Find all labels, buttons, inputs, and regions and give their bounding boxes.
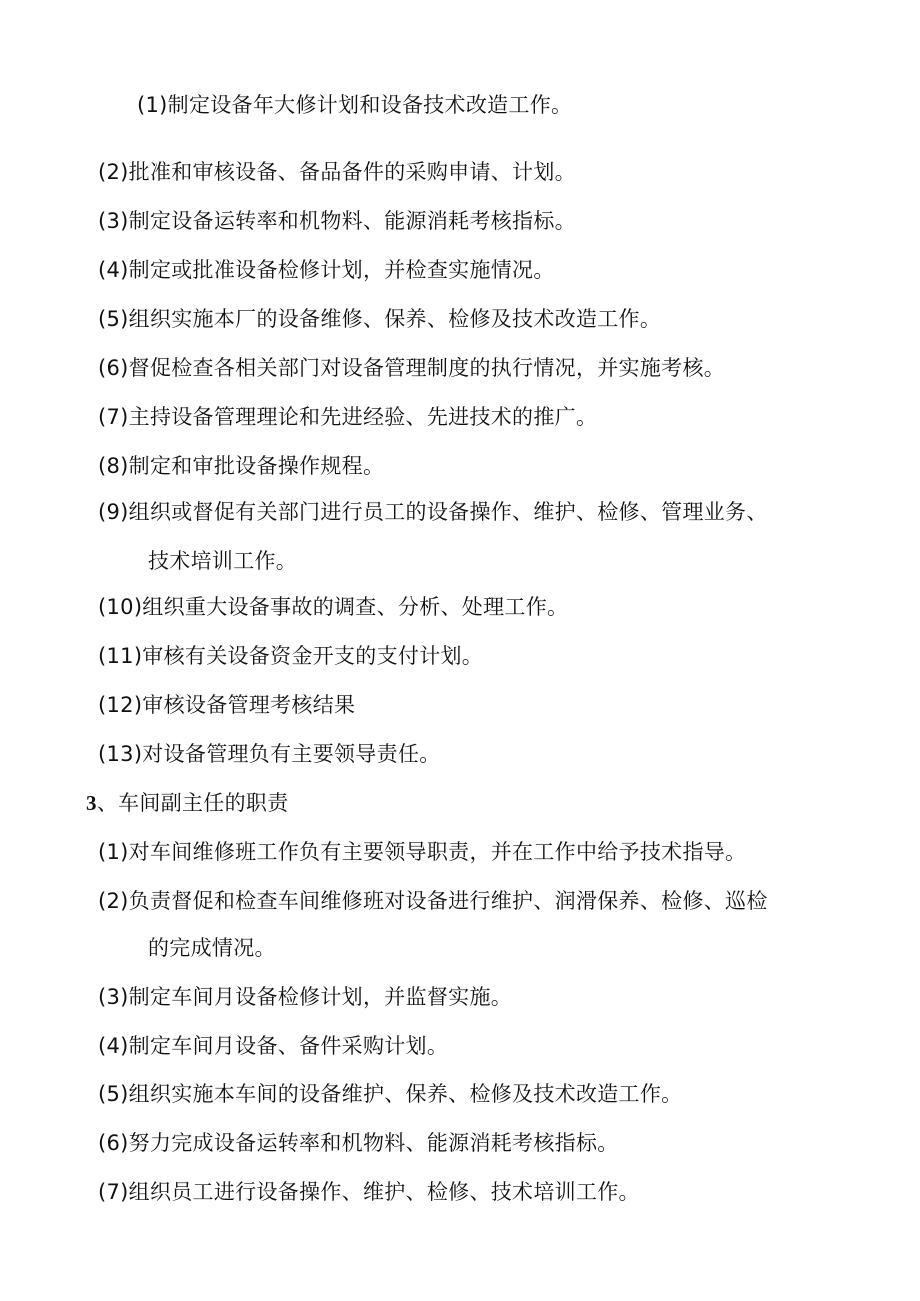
list-item: (8)制定和审批设备操作规程。: [98, 454, 385, 478]
list-item: (5)组织实施本车间的设备维护、保养、检修及技术改造工作。: [98, 1082, 683, 1106]
list-item: (3)制定车间月设备检修计划，并监督实施。: [98, 985, 513, 1009]
list-item: (2)批准和审核设备、备品备件的采购申请、计划。: [98, 160, 576, 184]
list-item-continuation: 的完成情况。: [148, 936, 276, 960]
list-item: (4)制定或批准设备检修计划，并检查实施情况。: [98, 258, 555, 282]
list-item: (6)督促检查各相关部门对设备管理制度的执行情况，并实施考核。: [98, 356, 726, 380]
section-title: 、车间副主任的职责: [96, 791, 289, 815]
list-item: (4)制定车间月设备、备件采购计划。: [98, 1034, 449, 1058]
list-item: (9)组织或督促有关部门进行员工的设备操作、维护、检修、管理业务、: [98, 500, 768, 524]
list-item: (7)主持设备管理理论和先进经验、先进技术的推广。: [98, 405, 598, 429]
list-item: (13)对设备管理负有主要领导责任。: [98, 742, 441, 766]
section-heading: [86, 788, 289, 818]
list-item: (6)努力完成设备运转率和机物料、能源消耗考核指标。: [98, 1131, 619, 1155]
list-item: (5)组织实施本厂的设备维修、保养、检修及技术改造工作。: [98, 307, 662, 331]
list-item: (1)制定设备年大修计划和设备技术改造工作。: [137, 93, 573, 117]
list-item: (11)审核有关设备资金开支的支付计划。: [98, 644, 484, 668]
list-item: (3)制定设备运转率和机物料、能源消耗考核指标。: [98, 209, 576, 233]
list-item: (10)组织重大设备事故的调查、分析、处理工作。: [98, 595, 569, 619]
list-item-continuation: 技术培训工作。: [148, 549, 298, 573]
section-number: 3: [86, 791, 97, 815]
list-item: (7)组织员工进行设备操作、维护、检修、技术培训工作。: [98, 1180, 640, 1204]
list-item: (1)对车间维修班工作负有主要领导职责，并在工作中给予技术指导。: [98, 840, 747, 864]
list-item: (12)审核设备管理考核结果: [98, 693, 356, 717]
list-item: (2)负责督促和检查车间维修班对设备进行维护、润滑保养、检修、巡检: [98, 889, 768, 913]
